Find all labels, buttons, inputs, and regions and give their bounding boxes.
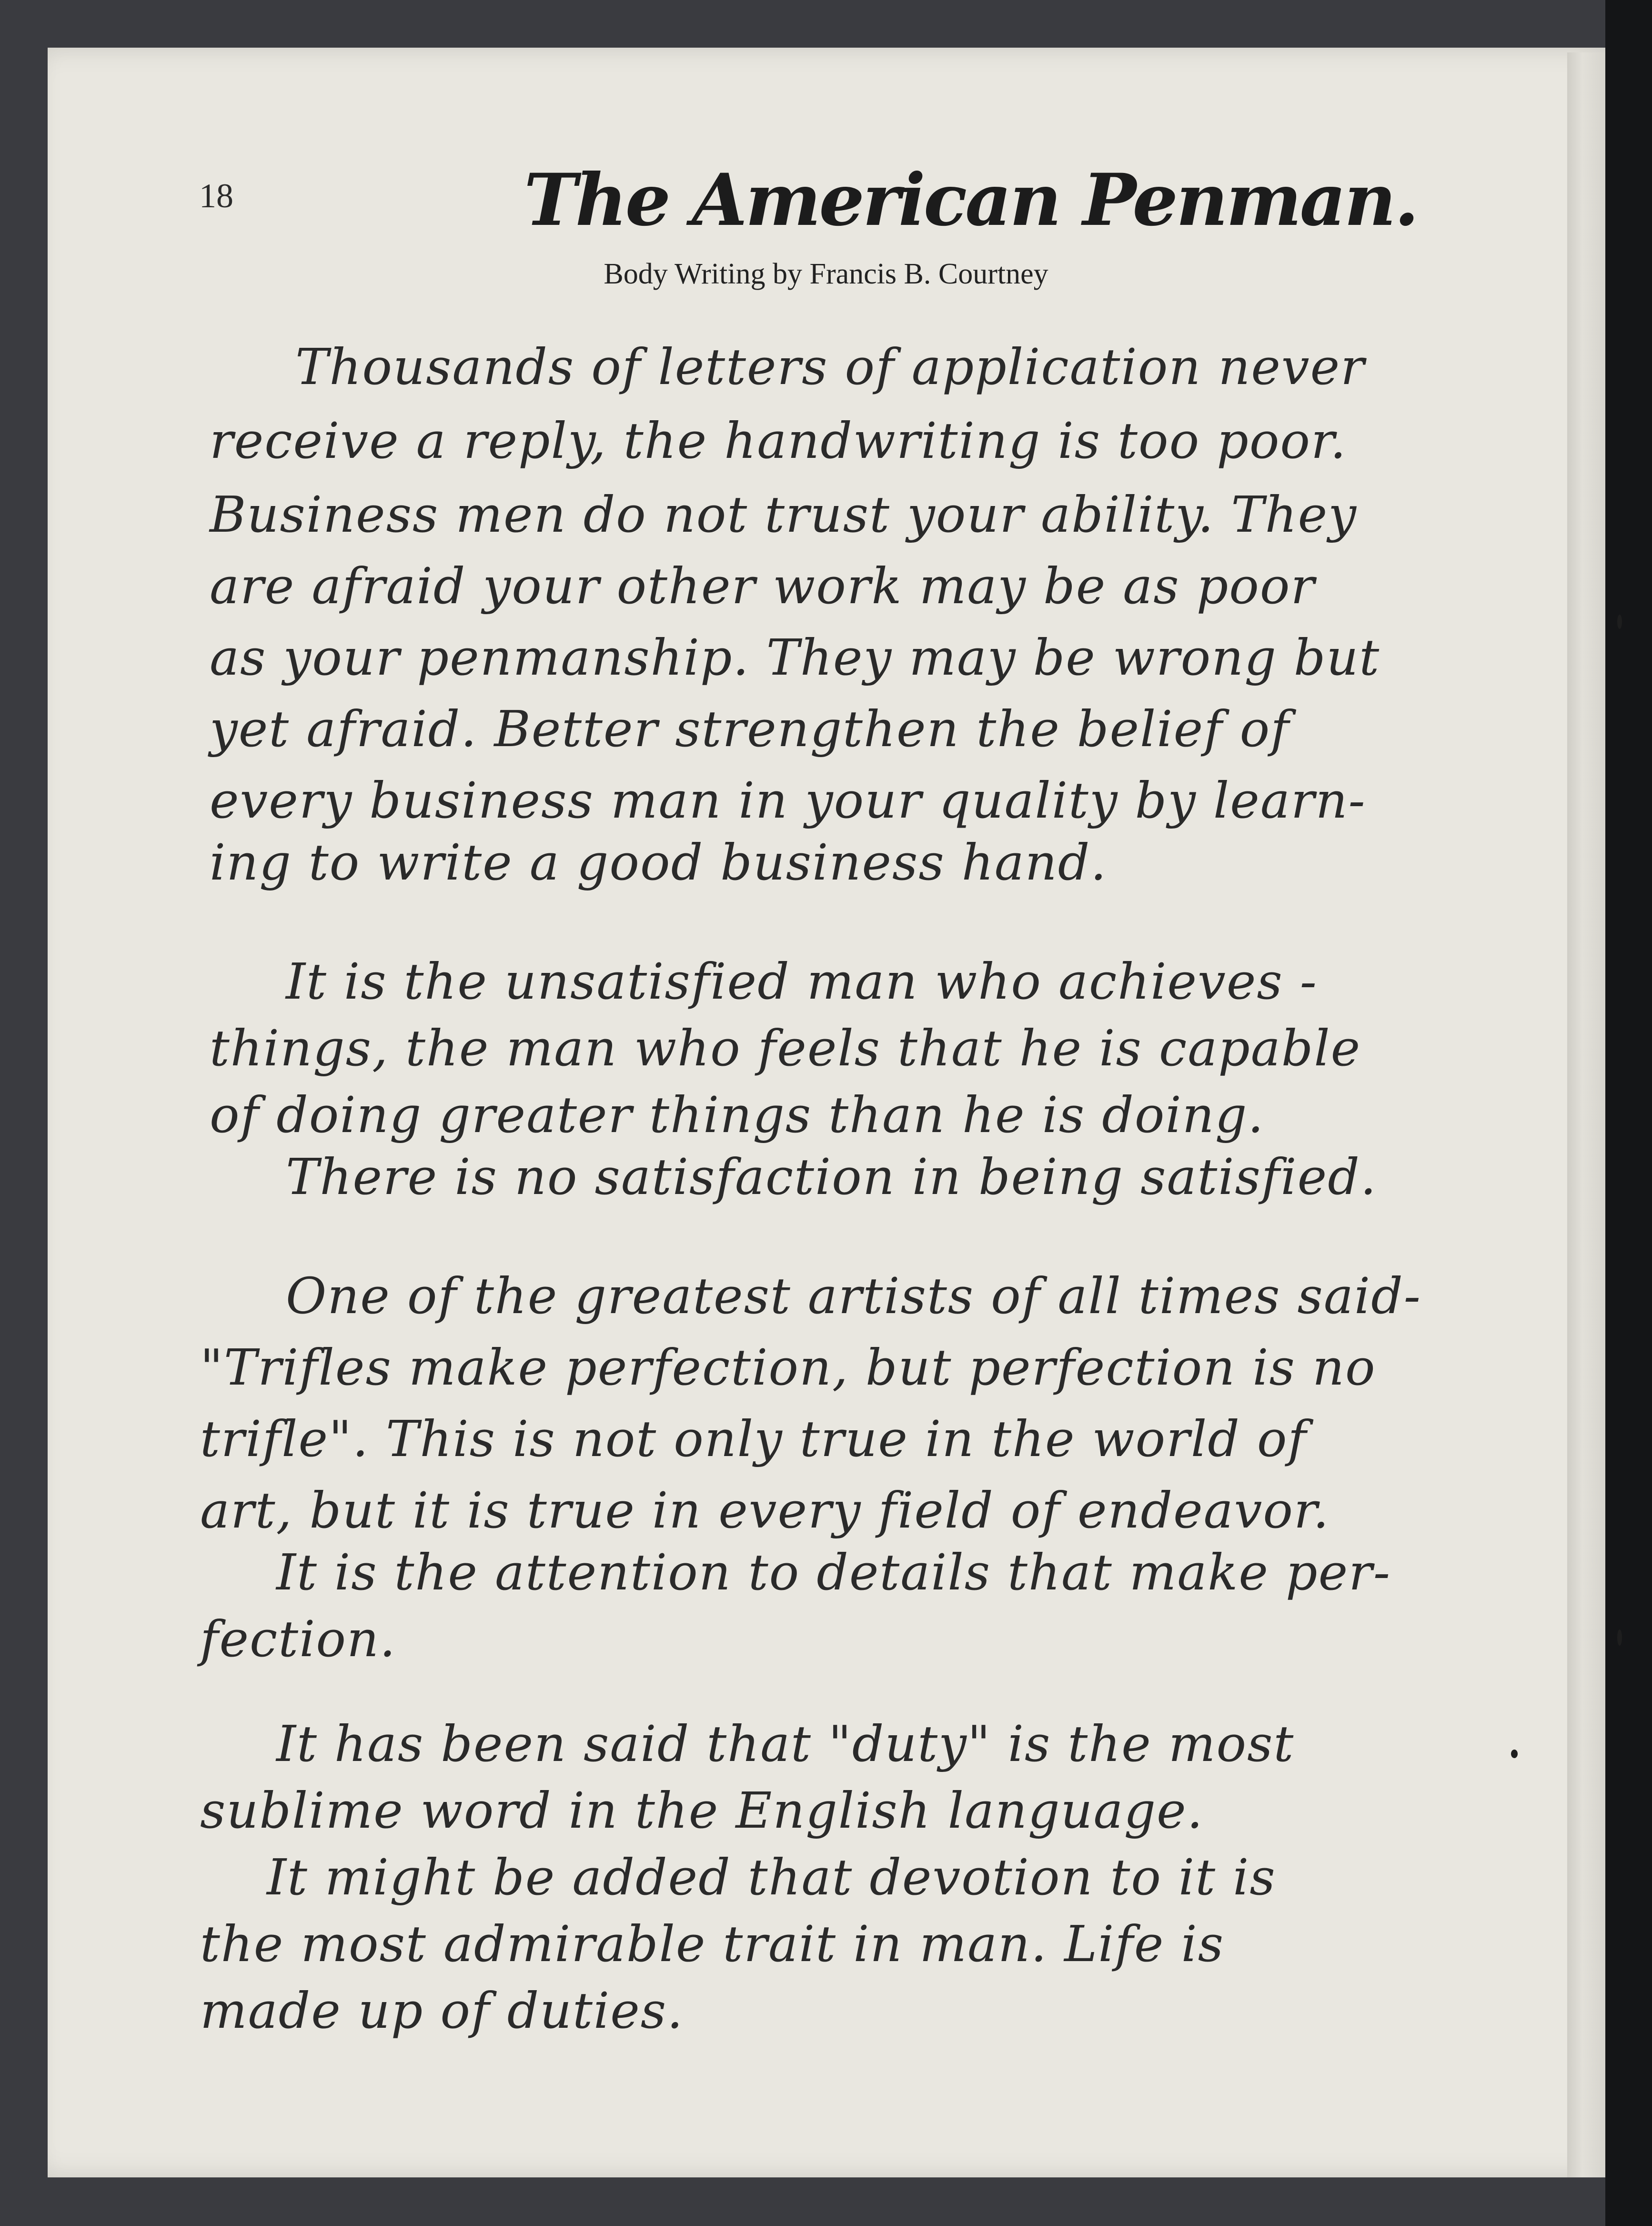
handwriting-line: Business men do not trust your ability. They [210,486,1357,544]
margin-speck [1617,615,1622,629]
scan-background-strip [1605,0,1652,2226]
handwriting-line: made up of duties. [200,1982,684,2040]
margin-speck [1511,1750,1518,1758]
handwriting-line: art, but it is true in every field of endeavor. [200,1481,1330,1539]
handwriting-line: trifle". This is not only true in the world of [200,1410,1307,1468]
page-edge [1567,52,1605,2177]
handwriting-line: yet afraid. Better strengthen the belief of [210,700,1290,758]
margin-speck [1617,1629,1622,1646]
handwriting-line: It is the attention to details that make per- [276,1543,1391,1601]
handwriting-line: every business man in your quality by learn- [210,771,1366,830]
handwriting-line: ing to write a good business hand. [210,833,1108,891]
handwriting-line: the most admirable trait in man. Life is [200,1915,1225,1973]
handwriting-line: One of the greatest artists of all times said- [286,1267,1421,1325]
page-number: 18 [199,177,233,215]
handwriting-line: Thousands of letters of application never [295,338,1365,396]
handwriting-line: are afraid your other work may be as poor [210,557,1316,615]
handwriting-line: It has been said that "duty" is the most [276,1715,1295,1773]
handwriting-line: "Trifles make perfection, but perfection is no [200,1338,1376,1396]
handwriting-line: It is the unsatisfied man who achieves - [286,952,1318,1011]
handwriting-line: sublime word in the English language. [200,1781,1204,1840]
handwriting-line: as your penmanship. They may be wrong but [210,628,1380,687]
handwriting-line: of doing greater things than he is doing. [210,1086,1265,1144]
handwriting-line: receive a reply, the handwriting is too poor. [210,412,1347,470]
article-subtitle: Body Writing by Francis B. Courtney [604,258,1048,290]
handwriting-line: There is no satisfaction in being satisfied. [286,1148,1377,1206]
handwriting-line: things, the man who feels that he is capable [210,1019,1361,1077]
masthead-logo [524,152,1418,248]
masthead-title: The American Penman. [524,158,1418,242]
handwriting-line: fection. [200,1610,396,1668]
handwriting-line: It might be added that devotion to it is [267,1848,1276,1906]
